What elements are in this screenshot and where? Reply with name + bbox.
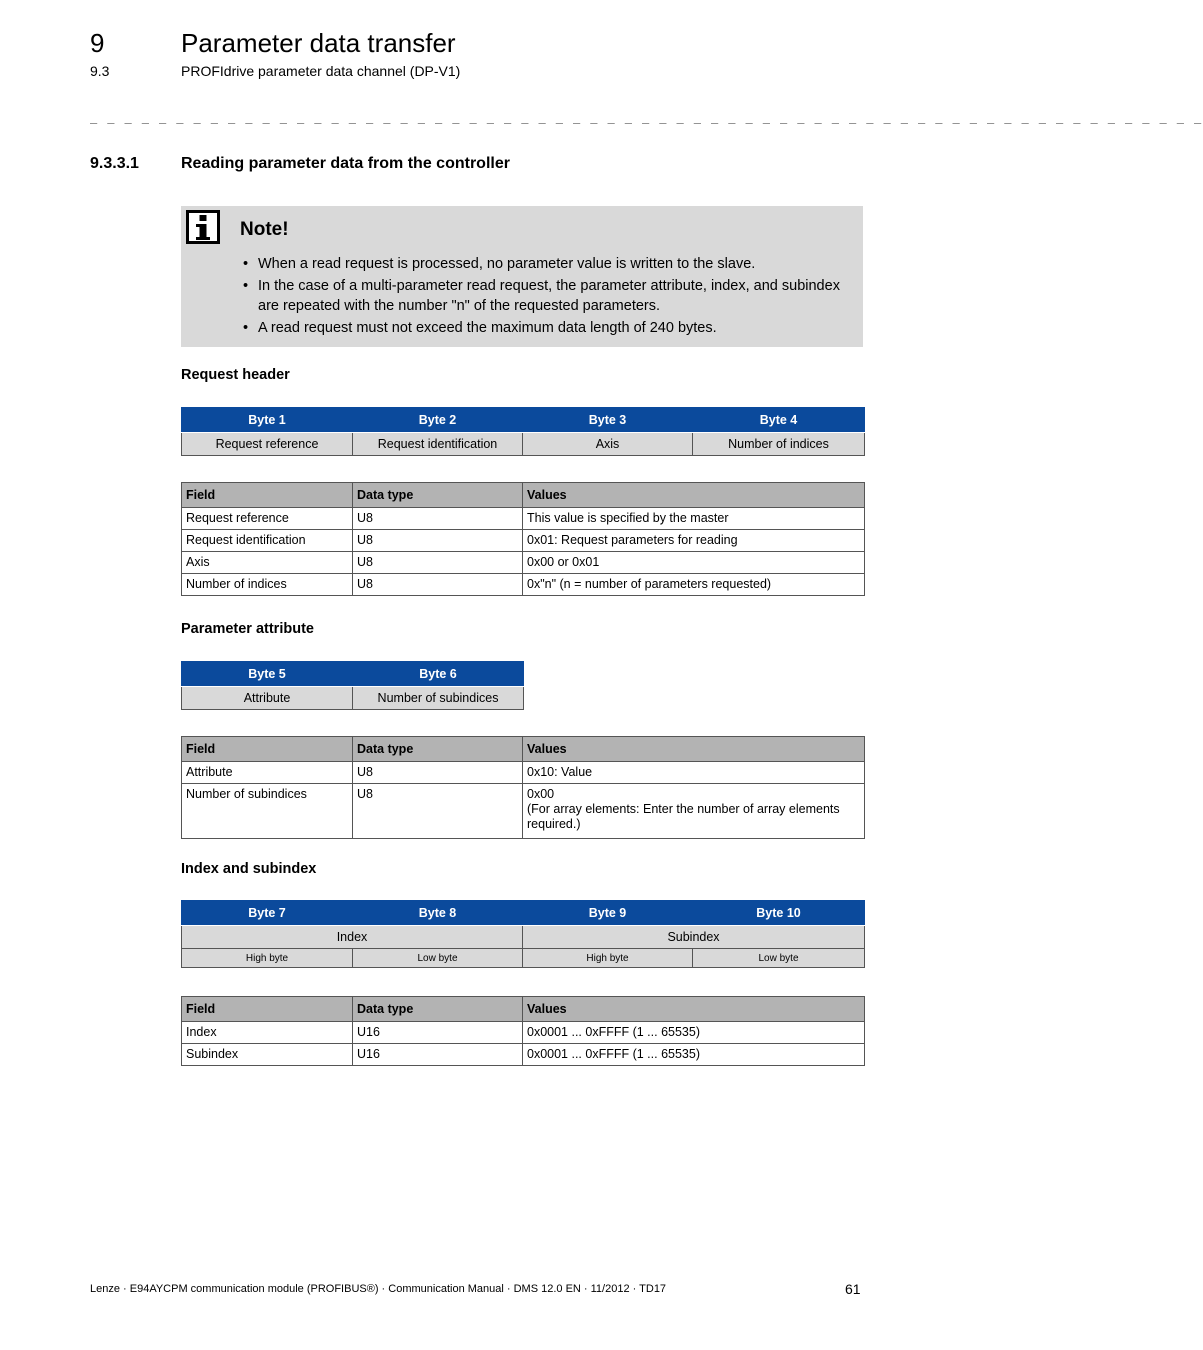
note-box	[181, 206, 863, 347]
byte-header: Byte 1	[182, 408, 353, 433]
note-item: • A read request must not exceed the maximum data length of 240 bytes.	[243, 318, 843, 338]
info-icon	[186, 210, 220, 244]
byte-label: Attribute	[182, 687, 353, 710]
note-heading: Note!	[240, 219, 289, 240]
field-cell: Number of indices	[182, 574, 353, 596]
sub-label: Low byte	[693, 949, 865, 968]
type-cell: U8	[353, 762, 523, 784]
table-row	[182, 552, 865, 574]
index-subindex-heading: Index and subindex	[181, 861, 317, 877]
value-line: 0x00	[527, 787, 555, 801]
field-cell: Request identification	[182, 530, 353, 552]
type-cell: U8	[353, 784, 523, 839]
byte-label: Request identification	[353, 433, 523, 456]
table-row	[182, 762, 865, 784]
note-item: • In the case of a multi-parameter read request, the parameter attribute, index, and subindex are repeated with the number "n" of the requested parameters.	[243, 276, 843, 316]
column-header: Data type	[353, 483, 523, 508]
byte-label: Number of indices	[693, 433, 865, 456]
value-cell: 0x0001 ... 0xFFFF (1 ... 65535)	[523, 1022, 865, 1044]
request-header-byte-table	[181, 407, 865, 456]
chapter-title: Parameter data transfer	[181, 28, 456, 58]
page-number: 61	[845, 1281, 861, 1297]
table-row	[182, 508, 865, 530]
value-cell: 0x0001 ... 0xFFFF (1 ... 65535)	[523, 1044, 865, 1066]
byte-header: Byte 7	[182, 901, 353, 926]
byte-header: Byte 2	[353, 408, 523, 433]
value-note: (For array elements: Enter the number of array elements required.)	[527, 802, 840, 831]
byte-label: Request reference	[182, 433, 353, 456]
section-number: 9.3	[90, 63, 110, 79]
byte-header: Byte 6	[353, 662, 524, 687]
type-cell: U16	[353, 1022, 523, 1044]
type-cell: U8	[353, 574, 523, 596]
parameter-attribute-field-table	[181, 736, 865, 839]
field-cell: Attribute	[182, 762, 353, 784]
note-list	[243, 254, 843, 340]
table-row	[182, 530, 865, 552]
column-header: Values	[523, 737, 865, 762]
column-header: Field	[182, 483, 353, 508]
field-cell: Subindex	[182, 1044, 353, 1066]
note-item: • When a read request is processed, no parameter value is written to the slave.	[243, 254, 843, 274]
byte-header: Byte 3	[523, 408, 693, 433]
table-row	[182, 574, 865, 596]
column-header: Data type	[353, 737, 523, 762]
chapter-number: 9	[90, 28, 105, 58]
group-label: Index	[182, 926, 523, 949]
column-header: Field	[182, 737, 353, 762]
field-cell: Request reference	[182, 508, 353, 530]
byte-header: Byte 8	[353, 901, 523, 926]
value-cell: 0x"n" (n = number of parameters requested)	[523, 574, 865, 596]
section-title: PROFIdrive parameter data channel (DP-V1)	[181, 63, 461, 79]
type-cell: U8	[353, 530, 523, 552]
byte-header: Byte 9	[523, 901, 693, 926]
type-cell: U16	[353, 1044, 523, 1066]
subsection-title: Reading parameter data from the controller	[181, 155, 510, 172]
value-cell	[523, 784, 865, 839]
index-subindex-byte-table	[181, 900, 865, 968]
field-cell: Axis	[182, 552, 353, 574]
header-separator: _ _ _ _ _ _ _ _ _ _ _ _ _ _ _ _ _ _ _ _ _ _ _ _ _ _ _ _ _ _ _ _ _ _ _ _ _ _ _ _ _ _ _ _ _ _ _ _ _ _ _ _ _ _ _ _ _ _ _ _ _ _ _ _ _	[90, 110, 1203, 124]
value-cell: This value is specified by the master	[523, 508, 865, 530]
value-cell: 0x01: Request parameters for reading	[523, 530, 865, 552]
byte-header: Byte 4	[693, 408, 865, 433]
sub-label: Low byte	[353, 949, 523, 968]
footer-text: Lenze · E94AYCPM communication module (PROFIBUS®) · Communication Manual · DMS 12.0 EN · 11/2012 · TD17	[90, 1283, 667, 1295]
field-cell: Index	[182, 1022, 353, 1044]
value-cell: 0x10: Value	[523, 762, 865, 784]
byte-header: Byte 5	[182, 662, 353, 687]
parameter-attribute-heading: Parameter attribute	[181, 621, 314, 637]
parameter-attribute-byte-table	[181, 661, 524, 710]
type-cell: U8	[353, 552, 523, 574]
value-cell: 0x00 or 0x01	[523, 552, 865, 574]
sub-label: High byte	[523, 949, 693, 968]
request-header-heading: Request header	[181, 367, 290, 383]
table-row	[182, 1022, 865, 1044]
request-header-field-table	[181, 482, 865, 596]
index-subindex-field-table	[181, 996, 865, 1066]
field-cell: Number of subindices	[182, 784, 353, 839]
subsection-number: 9.3.3.1	[90, 155, 139, 172]
sub-label: High byte	[182, 949, 353, 968]
column-header: Field	[182, 997, 353, 1022]
column-header: Values	[523, 997, 865, 1022]
column-header: Values	[523, 483, 865, 508]
group-label: Subindex	[523, 926, 865, 949]
type-cell: U8	[353, 508, 523, 530]
byte-label: Number of subindices	[353, 687, 524, 710]
table-row	[182, 784, 865, 839]
table-row	[182, 1044, 865, 1066]
byte-header: Byte 10	[693, 901, 865, 926]
column-header: Data type	[353, 997, 523, 1022]
byte-label: Axis	[523, 433, 693, 456]
